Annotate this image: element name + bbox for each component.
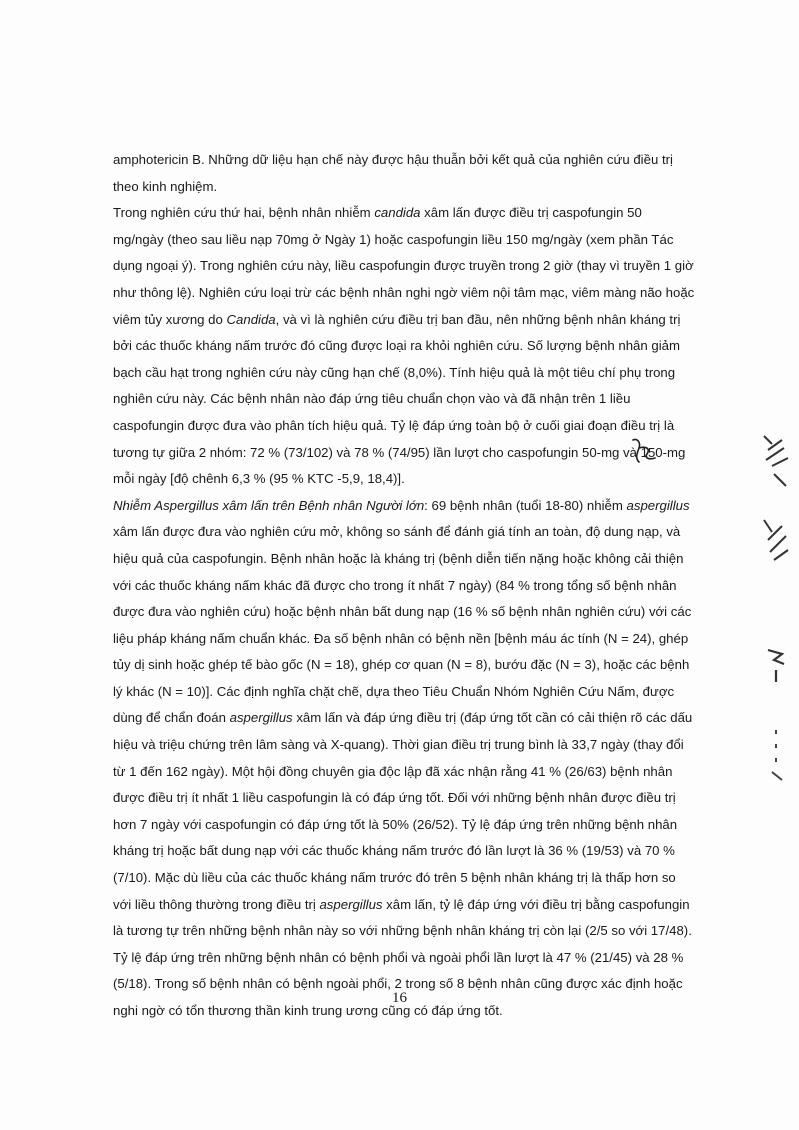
- margin-stamp-mark: [760, 512, 794, 568]
- italic-text-run: aspergillus: [626, 497, 690, 513]
- italic-text-run: candida: [374, 205, 421, 221]
- italic-text-run: aspergillus: [319, 896, 383, 912]
- text-run: Trong nghiên cứu thứ hai, bệnh nhân nhiễm: [113, 205, 375, 221]
- italic-text-run: Candida: [226, 311, 276, 327]
- text-run: xâm lấn và đáp ứng điều trị (đáp ứng tốt cần có cải thiện rõ các dấu hiệu và triệu chứng trên lâm sàng và X-quang). Thời gian điều trị trung bình là 33,7 ngày (thay đổi từ 1 đến 162 ngày). Một hội đồng chuyên gia độc lập đã xác nhận rằng 41 % (26/63) bệnh nhân được điều trị ít nhất 1 liều caspofungin là có đáp ứng tốt. Đối với những bệnh nhân được điều trị hơn 7 ngày với caspofungin có đáp ứng tốt là 50% (26/52). Tỷ lệ đáp ứng trên những bệnh nhân kháng trị hoặc bất dung nạp với các thuốc kháng nấm trước đó lần lượt là 36 % (19/53) và 70 % (7/10). Mặc dù liều của các thuốc kháng nấm trước đó trên 5 bệnh nhân kháng trị là thấp hơn so với liều thông thường trong điều trị: [113, 710, 693, 912]
- text-run: : 69 bệnh nhân (tuổi 18-80) nhiễm: [424, 497, 627, 513]
- italic-text-run: Nhiễm Aspergillus xâm lấn trên Bệnh nhân Người lớn: [113, 497, 425, 513]
- text-run: xâm lấn, tỷ lệ đáp ứng với điều trị bằng caspofungin là tương tự trên những bệnh nhân này so với những bệnh nhân kháng trị còn lại (2/5 so với 17/48). Tỷ lệ đáp ứng trên những bệnh nhân có bệnh phổi và ngoài phổi lần lượt là 47 % (21/45) và 28 % (5/18). Trong số bệnh nhân có bệnh ngoài phổi, 2 trong số 8 bệnh nhân cũng được xác định hoặc nghi ngờ có tổn thương thần kinh trung ương cũng có đáp ứng tốt.: [113, 896, 692, 1018]
- italic-text-run: aspergillus: [229, 710, 293, 726]
- page-body: [113, 147, 696, 1025]
- margin-stamp-mark: [758, 430, 794, 490]
- text-run: , và vì là nghiên cứu điều trị ban đầu, nên những bệnh nhân kháng trị bởi các thuốc kháng nấm trước đó cũng được loại ra khỏi nghiên cứu. Số lượng bệnh nhân giảm bạch cầu hạt trong nghiên cứu này cũng hạn chế (8,0%). Tính hiệu quả là một tiêu chí phụ trong nghiên cứu này. Các bệnh nhân nào đáp ứng tiêu chuẩn chọn vào và đã nhận trên 1 liều caspofungin được đưa vào phân tích hiệu quả. Tỷ lệ đáp ứng toàn bộ ở cuối giai đoạn điều trị là tương tự giữa 2 nhóm: 72 % (73/102) và 78 % (74/95) lần lượt cho caspofungin 50-mg và 150-mg mỗi ngày [độ chênh 6,3 % (95 % KTC -5,9, 18,4)].: [113, 311, 686, 487]
- text-run: amphotericin B. Những dữ liệu hạn chế này được hậu thuẫn bởi kết quả của nghiên cứu điều trị theo kinh nghiệm.: [113, 152, 673, 194]
- paragraph-1: [113, 147, 696, 200]
- handwritten-signature-mark: [627, 436, 661, 466]
- paragraph-2: [113, 200, 696, 493]
- page-number: 16: [392, 990, 407, 1006]
- margin-stamp-mark: [764, 646, 788, 686]
- text-run: xâm lấn được điều trị caspofungin 50 mg/ngày (theo sau liều nạp 70mg ở Ngày 1) hoặc caspofungin liều 150 mg/ngày (xem phần Tác dụng ngoại ý). Trong nghiên cứu này, liều caspofungin được truyền trong 2 giờ (thay vì truyền 1 giờ như thông lệ). Nghiên cứu loại trừ các bệnh nhân nghi ngờ viêm nội tâm mạc, viêm màng não hoặc viêm tủy xương do: [113, 205, 695, 327]
- paragraph-3: [113, 493, 696, 1025]
- margin-stamp-mark: [766, 728, 786, 782]
- text-run: xâm lấn được đưa vào nghiên cứu mở, không so sánh để đánh giá tính an toàn, độ dung nạp, và hiệu quả của caspofungin. Bệnh nhân hoặc là kháng trị (bệnh diễn tiến nặng hoặc không cải thiện với các thuốc kháng nấm khác đã được cho trong ít nhất 7 ngày) (84 % trong tổng số bệnh nhân được đưa vào nghiên cứu) hoặc bệnh nhân bất dung nạp (16 % số bệnh nhân nghiên cứu) với các liệu pháp kháng nấm chuẩn khác. Đa số bệnh nhân có bệnh nền [bệnh máu ác tính (N = 24), ghép tủy dị sinh hoặc ghép tế bào gốc (N = 18), ghép cơ quan (N = 8), bướu đặc (N = 3), hoặc các bệnh lý khác (N = 10)]. Các định nghĩa chặt chẽ, dựa theo Tiêu Chuẩn Nhóm Nghiên Cứu Nấm, được dùng để chẩn đoán: [113, 524, 692, 726]
